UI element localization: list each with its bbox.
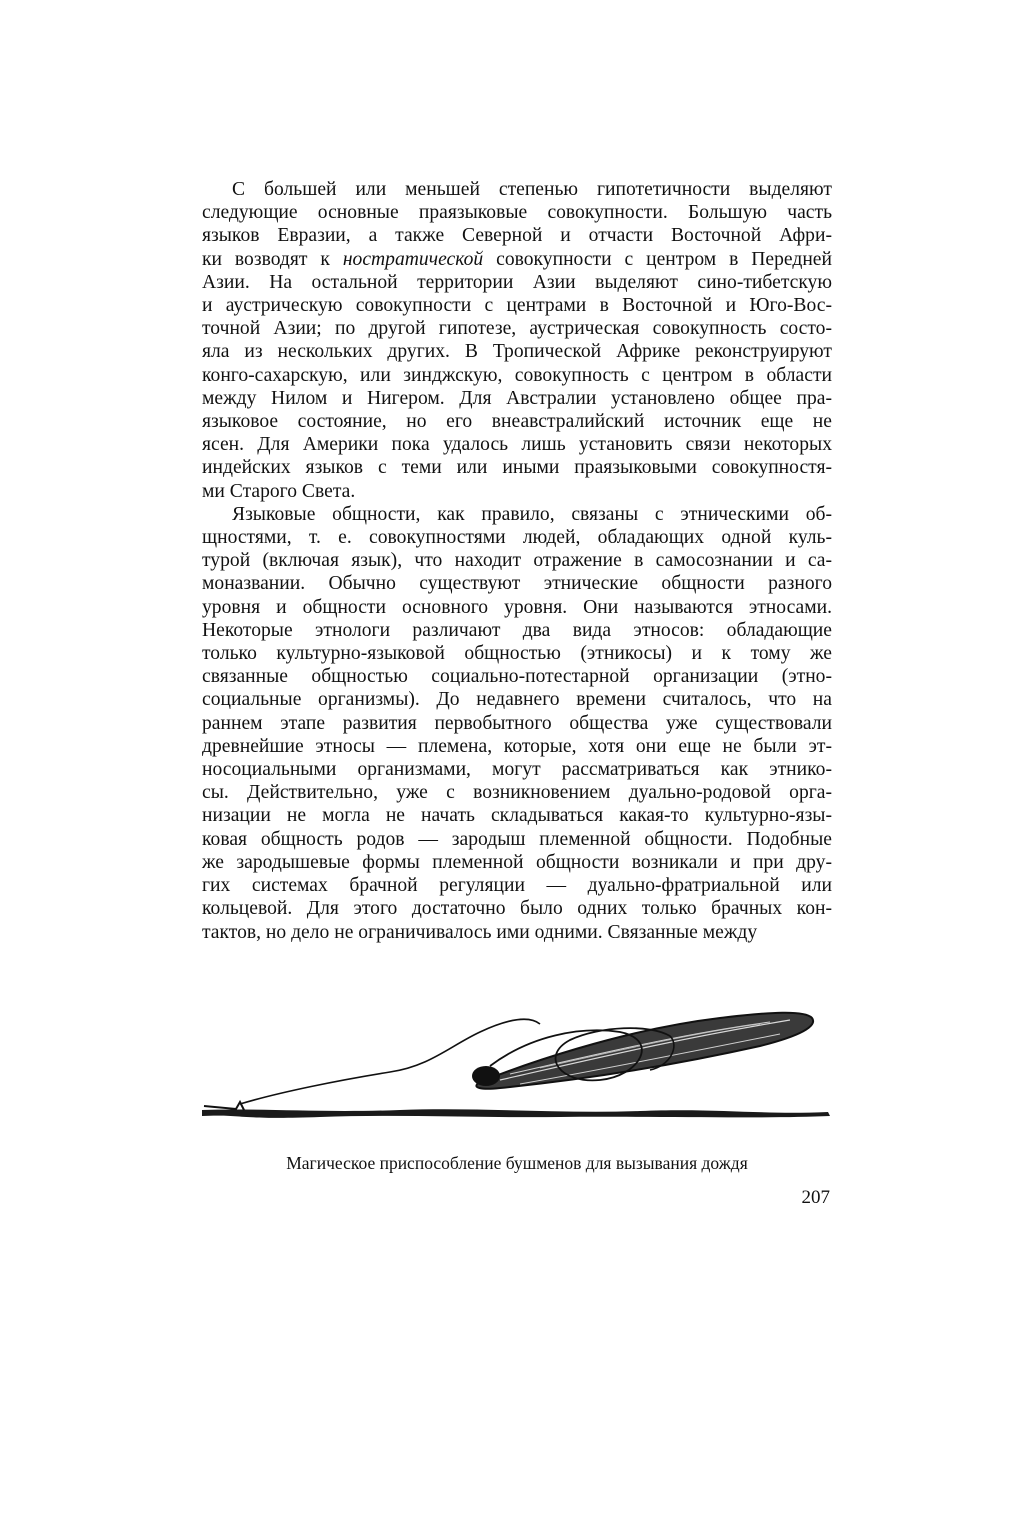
text-line: и аустрическую совокупности с центрами в Восточной и Юго-Вос- <box>202 295 832 317</box>
text-line: Азии. На остальной территории Азии выделяют сино-тибетскую <box>202 271 832 293</box>
text-line: только культурно-языковой общностью (этникосы) и к тому же <box>202 643 832 665</box>
paragraph-2 <box>202 503 832 944</box>
paragraph-1 <box>202 178 832 503</box>
text-line: яла из нескольких других. В Тропической Африке реконструируют <box>202 341 832 363</box>
text-line: гих системах брачной регуляции — дуально-фратриальной или <box>202 875 832 897</box>
text-line: носоциальными организмами, могут рассматриваться как этнико- <box>202 759 832 781</box>
text-line: языковое состояние, но его внеавстралийский источник еще не <box>202 411 832 433</box>
text-line: между Нилом и Нигером. Для Австралии установлено общее пра- <box>202 387 832 409</box>
text-line: ки возводят к ностратической совокупности с центром в Передней <box>202 248 832 270</box>
text-line: языков Евразии, а также Северной и отчасти Восточной Афри- <box>202 225 832 247</box>
text-line: Языковые общности, как правило, связаны с этническими об- <box>232 503 832 525</box>
page-number: 207 <box>801 1187 830 1208</box>
text-line: ясен. Для Америки пока удалось лишь установить связи некоторых <box>202 434 832 456</box>
text-line: социальные организмы). До недавнего времени считалось, что на <box>202 689 832 711</box>
text-line: ми Старого Света. <box>202 480 356 502</box>
text-line: тактов, но дело не ограничивалось ими одними. Связанные между <box>202 921 758 943</box>
text-line: низации не могла не начать складываться какая-то культурно-язы- <box>202 805 832 827</box>
text-line: щностями, т. е. совокупностями людей, обладающих одной куль- <box>202 527 832 549</box>
body-text <box>202 178 832 944</box>
text-line: сы. Действительно, уже с возникновением дуально-родовой орга- <box>202 782 832 804</box>
text-line: Некоторые этнологи различают два вида этносов: обладающие <box>202 619 832 641</box>
text-line: конго-сахарскую, или зинджскую, совокупность с центром в области <box>202 364 832 386</box>
text-line: точной Азии; по другой гипотезе, аустрическая совокупность состо- <box>202 318 832 340</box>
text-line: раннем этапе развития первобытного общества уже существовали <box>202 712 832 734</box>
text-line: турой (включая язык), что находит отражение в самосознании и са- <box>202 550 832 572</box>
bullroarer-icon <box>200 996 840 1136</box>
figure-illustration <box>200 996 840 1136</box>
text-line: индейских языков с теми или иными праязыковыми совокупностя- <box>202 457 832 479</box>
text-line: кольцевой. Для этого достаточно было одних только брачных кон- <box>202 898 832 920</box>
text-line: моназвании. Обычно существуют этнические общности разного <box>202 573 832 595</box>
text-line: же зародышевые формы племенной общности возникали и при дру- <box>202 851 832 873</box>
figure-caption: Магическое приспособление бушменов для вызывания дождя <box>286 1153 748 1173</box>
text-line: С большей или меньшей степенью гипотетичности выделяют <box>232 179 832 200</box>
text-line: связанные общностью социально-потестарной организации (этно- <box>202 666 832 688</box>
text-line: следующие основные праязыковые совокупности. Большую часть <box>202 202 832 224</box>
text-line: древнейшие этносы — племена, которые, хотя они еще не были эт- <box>202 735 832 757</box>
italic-term: ностратической <box>342 248 484 270</box>
text-line: уровня и общности основного уровня. Они называются этносами. <box>202 596 832 618</box>
text-line: ковая общность родов — зародыш племенной общности. Подобные <box>202 828 832 850</box>
